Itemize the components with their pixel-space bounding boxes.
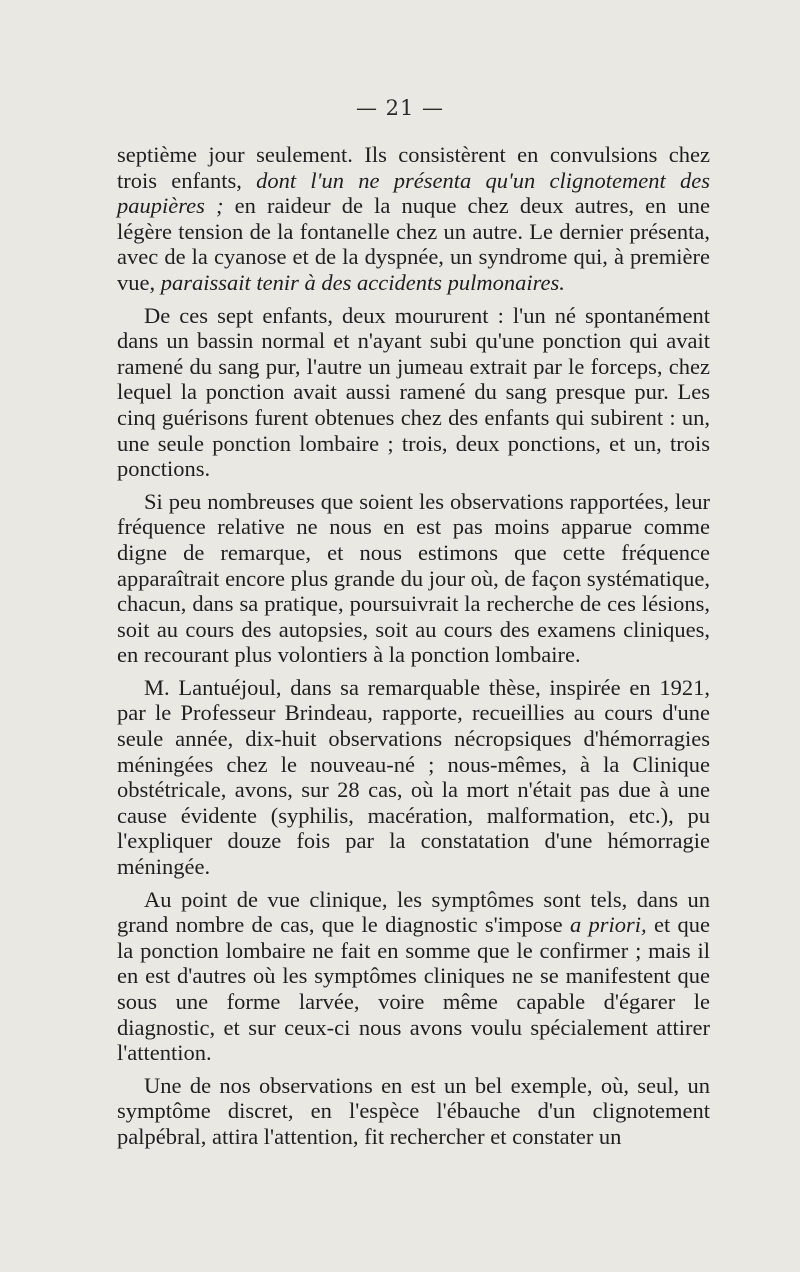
italic-text: dont l'un ne présenta qu'un clignotement des paupières ; [117, 167, 710, 219]
paragraph [117, 887, 710, 1066]
text-run: Si peu nombreuses que soient les observations rapportées, leur fréquence relative ne nous en est pas moins apparue comme digne de remarque, et nous estimons que cette fréquence apparaîtrait encore plus grande du jour où, de façon systématique, chacun, dans sa pratique, poursuivrait la recherche de ces lésions, soit au cours des autopsies, soit au cours des examens cliniques, en recourant plus volontiers à la ponction lombaire. [117, 488, 710, 668]
text-run: Une de nos observations en est un bel exemple, où, seul, un symptôme discret, en l'espèce l'ébauche d'un clignotement palpébral, attira l'attention, fit rechercher et constater un [117, 1072, 710, 1149]
body-text [117, 142, 710, 1157]
text-run: en raideur de la nuque chez deux autres, en une légère tension de la fontanelle chez un autre. Le dernier présenta, avec de la cyanose et de la dyspnée, un syndrome qui, à première vue, [117, 193, 710, 295]
paragraph [117, 675, 710, 880]
text-run: M. Lantuéjoul, dans sa remarquable thèse, inspirée en 1921, par le Professeur Brindeau, rapporte, recueillies au cours d'une seule année, dix-huit observations nécropsiques d'hémorragies méningées chez le nouveau-né ; nous-mêmes, à la Clinique obstétricale, avons, sur 28 cas, où la mort n'était pas due à une cause évidente (syphilis, macération, malformation, etc.), pu l'expliquer douze fois par la constatation d'une hémorragie méningée. [117, 674, 710, 880]
italic-text: a priori, [569, 912, 647, 938]
text-run: De ces sept enfants, deux moururent : l'un né spontanément dans un bassin normal et n'ayant subi qu'une ponction qui avait ramené du sang pur, l'autre un jumeau extrait par le forceps, chez lequel la ponction avait aussi ramené du sang presque pur. Les cinq guérisons furent obtenues chez des enfants qui subirent : un, une seule ponction lombaire ; trois, deux ponctions, et un, trois ponctions. [117, 302, 710, 482]
paragraph [117, 303, 710, 482]
paragraph [117, 1073, 710, 1150]
italic-text: paraissait tenir à des accidents pulmonaires. [160, 269, 565, 295]
text-run: et que la ponction lombaire ne fait en somme que le confirmer ; mais il en est d'autres où les symptômes cliniques ne se manifestent que sous une forme larvée, voire même capable d'égarer le diagnostic, et sur ceux-ci nous avons voulu spécialement attirer l'attention. [117, 912, 710, 1066]
paragraph [117, 142, 710, 296]
text-run: septième jour seulement. Ils consistèrent en convulsions chez trois enfants, [117, 142, 710, 193]
paragraph [117, 489, 710, 668]
page-number: — 21 — [355, 96, 445, 120]
text-run: Au point de vue clinique, les symptômes sont tels, dans un grand nombre de cas, que le diagnostic s'impose [117, 886, 710, 938]
